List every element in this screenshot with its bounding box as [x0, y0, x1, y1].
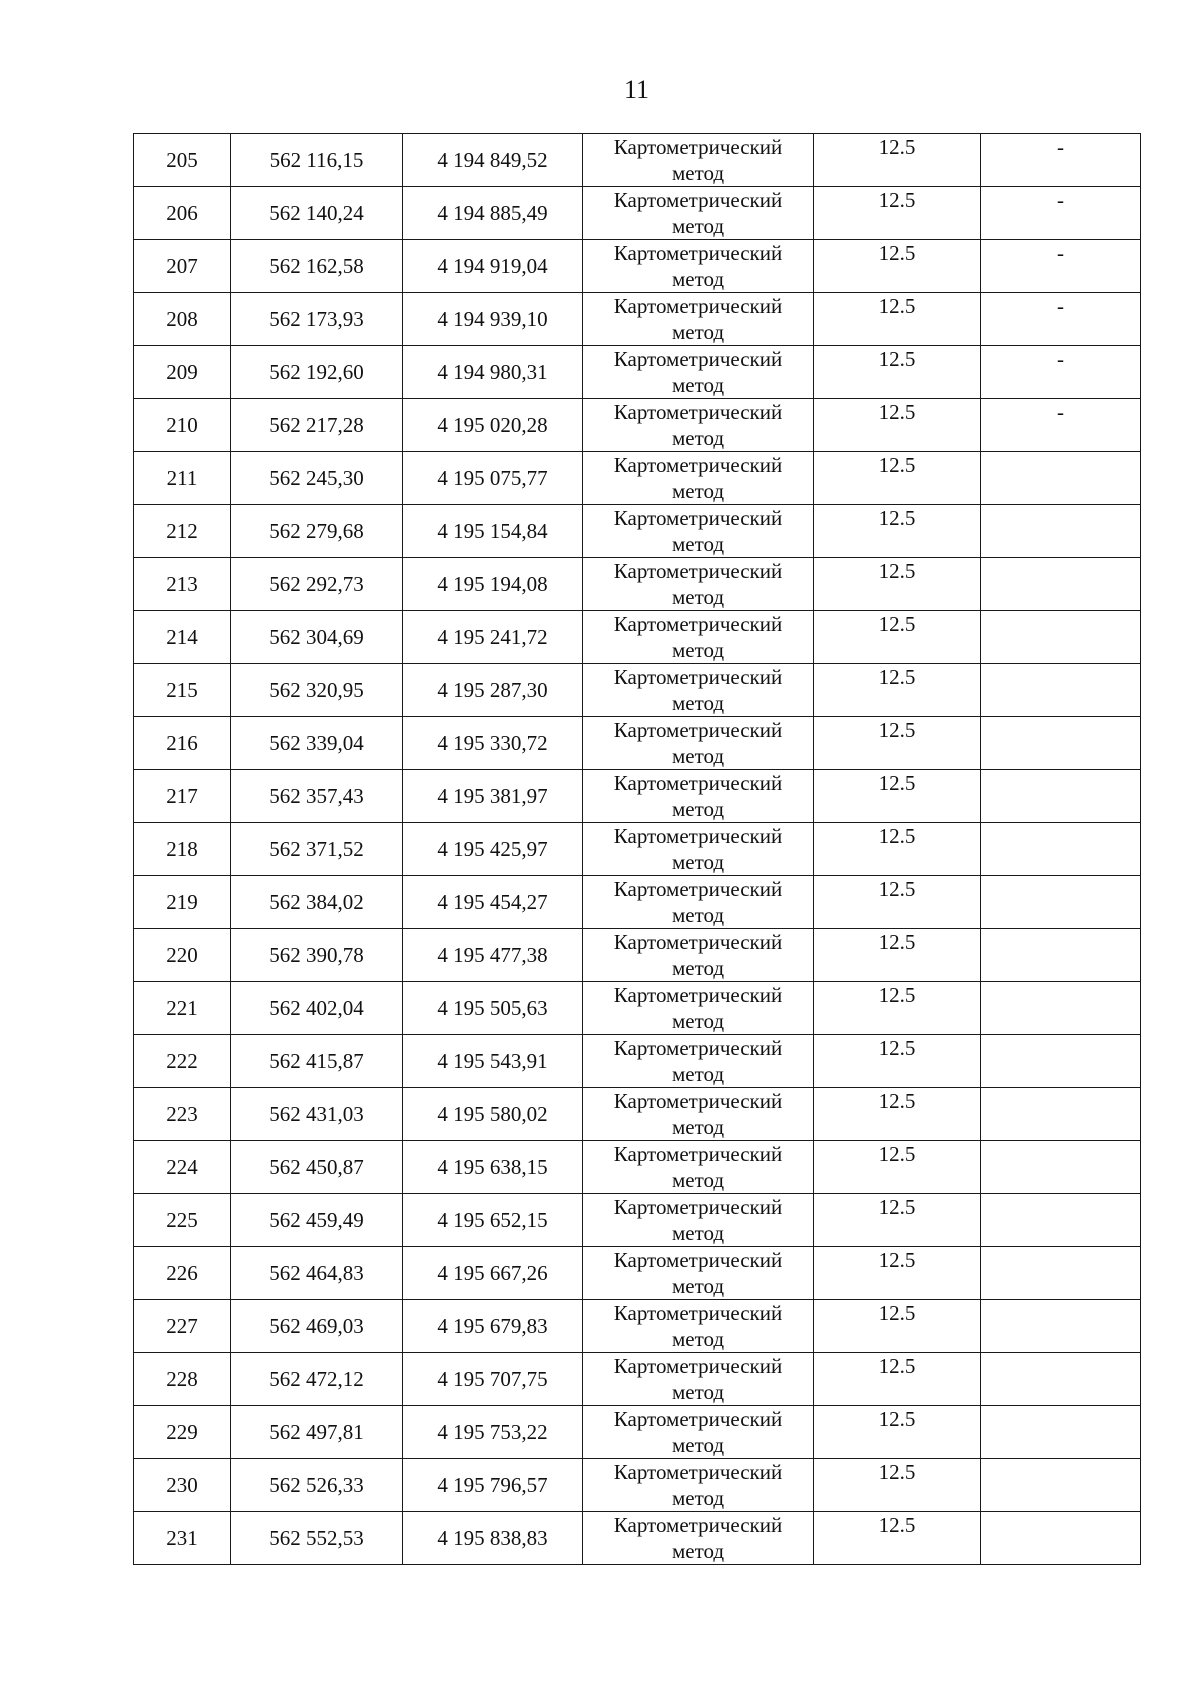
table-row	[134, 982, 1141, 1035]
y-coordinate-cell: 4 194 849,52	[403, 134, 583, 187]
point-number-cell: 207	[134, 240, 231, 293]
note-cell	[981, 611, 1141, 664]
method-cell: Картометрический метод	[583, 240, 814, 293]
point-number-cell: 231	[134, 1512, 231, 1565]
table-row	[134, 1300, 1141, 1353]
method-cell: Картометрический метод	[583, 1353, 814, 1406]
y-coordinate-cell: 4 195 425,97	[403, 823, 583, 876]
point-number-cell: 223	[134, 1088, 231, 1141]
x-coordinate-cell: 562 497,81	[231, 1406, 403, 1459]
accuracy-cell: 12.5	[814, 823, 981, 876]
method-cell: Картометрический метод	[583, 346, 814, 399]
point-number-cell: 230	[134, 1459, 231, 1512]
y-coordinate-cell: 4 195 638,15	[403, 1141, 583, 1194]
accuracy-cell: 12.5	[814, 1035, 981, 1088]
x-coordinate-cell: 562 292,73	[231, 558, 403, 611]
y-coordinate-cell: 4 195 154,84	[403, 505, 583, 558]
point-number-cell: 220	[134, 929, 231, 982]
accuracy-cell: 12.5	[814, 1406, 981, 1459]
method-cell: Картометрический метод	[583, 611, 814, 664]
accuracy-cell: 12.5	[814, 187, 981, 240]
point-number-cell: 224	[134, 1141, 231, 1194]
accuracy-cell: 12.5	[814, 1141, 981, 1194]
method-cell: Картометрический метод	[583, 823, 814, 876]
y-coordinate-cell: 4 195 652,15	[403, 1194, 583, 1247]
point-number-cell: 226	[134, 1247, 231, 1300]
x-coordinate-cell: 562 279,68	[231, 505, 403, 558]
x-coordinate-cell: 562 217,28	[231, 399, 403, 452]
table-row	[134, 664, 1141, 717]
accuracy-cell: 12.5	[814, 240, 981, 293]
note-cell	[981, 1247, 1141, 1300]
table-row	[134, 717, 1141, 770]
note-cell	[981, 876, 1141, 929]
y-coordinate-cell: 4 195 381,97	[403, 770, 583, 823]
table-row	[134, 611, 1141, 664]
accuracy-cell: 12.5	[814, 1353, 981, 1406]
table-row	[134, 346, 1141, 399]
y-coordinate-cell: 4 195 753,22	[403, 1406, 583, 1459]
accuracy-cell: 12.5	[814, 346, 981, 399]
method-cell: Картометрический метод	[583, 1406, 814, 1459]
note-cell	[981, 1194, 1141, 1247]
x-coordinate-cell: 562 526,33	[231, 1459, 403, 1512]
note-cell: -	[981, 187, 1141, 240]
y-coordinate-cell: 4 195 477,38	[403, 929, 583, 982]
method-cell: Картометрический метод	[583, 1141, 814, 1194]
note-cell	[981, 505, 1141, 558]
method-cell: Картометрический метод	[583, 770, 814, 823]
table-row	[134, 293, 1141, 346]
x-coordinate-cell: 562 116,15	[231, 134, 403, 187]
accuracy-cell: 12.5	[814, 717, 981, 770]
accuracy-cell: 12.5	[814, 293, 981, 346]
x-coordinate-cell: 562 459,49	[231, 1194, 403, 1247]
note-cell	[981, 1088, 1141, 1141]
table-row	[134, 452, 1141, 505]
method-cell: Картометрический метод	[583, 717, 814, 770]
x-coordinate-cell: 562 162,58	[231, 240, 403, 293]
point-number-cell: 217	[134, 770, 231, 823]
x-coordinate-cell: 562 173,93	[231, 293, 403, 346]
point-number-cell: 214	[134, 611, 231, 664]
method-cell: Картометрический метод	[583, 1035, 814, 1088]
accuracy-cell: 12.5	[814, 982, 981, 1035]
coordinate-table-body	[134, 134, 1141, 1565]
note-cell: -	[981, 399, 1141, 452]
accuracy-cell: 12.5	[814, 1247, 981, 1300]
x-coordinate-cell: 562 552,53	[231, 1512, 403, 1565]
point-number-cell: 225	[134, 1194, 231, 1247]
method-cell: Картометрический метод	[583, 876, 814, 929]
accuracy-cell: 12.5	[814, 505, 981, 558]
table-row	[134, 929, 1141, 982]
accuracy-cell: 12.5	[814, 1512, 981, 1565]
page-number: 11	[623, 75, 650, 104]
table-row	[134, 1512, 1141, 1565]
table-row	[134, 1247, 1141, 1300]
method-cell: Картометрический метод	[583, 293, 814, 346]
point-number-cell: 228	[134, 1353, 231, 1406]
point-number-cell: 221	[134, 982, 231, 1035]
x-coordinate-cell: 562 402,04	[231, 982, 403, 1035]
x-coordinate-cell: 562 357,43	[231, 770, 403, 823]
y-coordinate-cell: 4 195 679,83	[403, 1300, 583, 1353]
method-cell: Картометрический метод	[583, 929, 814, 982]
note-cell: -	[981, 346, 1141, 399]
table-row	[134, 1035, 1141, 1088]
point-number-cell: 215	[134, 664, 231, 717]
note-cell	[981, 558, 1141, 611]
method-cell: Картометрический метод	[583, 1194, 814, 1247]
method-cell: Картометрический метод	[583, 134, 814, 187]
method-cell: Картометрический метод	[583, 1300, 814, 1353]
y-coordinate-cell: 4 194 885,49	[403, 187, 583, 240]
accuracy-cell: 12.5	[814, 1300, 981, 1353]
table-row	[134, 399, 1141, 452]
note-cell	[981, 823, 1141, 876]
table-row	[134, 876, 1141, 929]
y-coordinate-cell: 4 195 580,02	[403, 1088, 583, 1141]
note-cell	[981, 717, 1141, 770]
accuracy-cell: 12.5	[814, 452, 981, 505]
note-cell	[981, 982, 1141, 1035]
y-coordinate-cell: 4 194 980,31	[403, 346, 583, 399]
table-row	[134, 1406, 1141, 1459]
accuracy-cell: 12.5	[814, 1194, 981, 1247]
point-number-cell: 227	[134, 1300, 231, 1353]
y-coordinate-cell: 4 195 838,83	[403, 1512, 583, 1565]
accuracy-cell: 12.5	[814, 664, 981, 717]
accuracy-cell: 12.5	[814, 134, 981, 187]
x-coordinate-cell: 562 415,87	[231, 1035, 403, 1088]
point-number-cell: 218	[134, 823, 231, 876]
x-coordinate-cell: 562 371,52	[231, 823, 403, 876]
x-coordinate-cell: 562 384,02	[231, 876, 403, 929]
point-number-cell: 210	[134, 399, 231, 452]
method-cell: Картометрический метод	[583, 505, 814, 558]
point-number-cell: 216	[134, 717, 231, 770]
note-cell	[981, 929, 1141, 982]
y-coordinate-cell: 4 194 939,10	[403, 293, 583, 346]
method-cell: Картометрический метод	[583, 1512, 814, 1565]
note-cell	[981, 452, 1141, 505]
method-cell: Картометрический метод	[583, 452, 814, 505]
note-cell	[981, 1300, 1141, 1353]
point-number-cell: 212	[134, 505, 231, 558]
x-coordinate-cell: 562 320,95	[231, 664, 403, 717]
note-cell	[981, 664, 1141, 717]
table-row	[134, 1459, 1141, 1512]
point-number-cell: 208	[134, 293, 231, 346]
point-number-cell: 211	[134, 452, 231, 505]
x-coordinate-cell: 562 339,04	[231, 717, 403, 770]
x-coordinate-cell: 562 431,03	[231, 1088, 403, 1141]
table-row	[134, 1353, 1141, 1406]
note-cell: -	[981, 240, 1141, 293]
coordinate-table	[133, 133, 1141, 1565]
x-coordinate-cell: 562 140,24	[231, 187, 403, 240]
note-cell	[981, 1512, 1141, 1565]
y-coordinate-cell: 4 195 796,57	[403, 1459, 583, 1512]
y-coordinate-cell: 4 194 919,04	[403, 240, 583, 293]
accuracy-cell: 12.5	[814, 1459, 981, 1512]
note-cell	[981, 1406, 1141, 1459]
table-row	[134, 1141, 1141, 1194]
table-row	[134, 1088, 1141, 1141]
y-coordinate-cell: 4 195 330,72	[403, 717, 583, 770]
x-coordinate-cell: 562 464,83	[231, 1247, 403, 1300]
note-cell	[981, 1459, 1141, 1512]
method-cell: Картометрический метод	[583, 187, 814, 240]
note-cell	[981, 1353, 1141, 1406]
x-coordinate-cell: 562 472,12	[231, 1353, 403, 1406]
y-coordinate-cell: 4 195 505,63	[403, 982, 583, 1035]
note-cell: -	[981, 134, 1141, 187]
point-number-cell: 229	[134, 1406, 231, 1459]
x-coordinate-cell: 562 390,78	[231, 929, 403, 982]
table-row	[134, 240, 1141, 293]
accuracy-cell: 12.5	[814, 611, 981, 664]
table-row	[134, 134, 1141, 187]
table-row	[134, 770, 1141, 823]
x-coordinate-cell: 562 245,30	[231, 452, 403, 505]
table-row	[134, 558, 1141, 611]
method-cell: Картометрический метод	[583, 1247, 814, 1300]
table-row	[134, 187, 1141, 240]
method-cell: Картометрический метод	[583, 399, 814, 452]
table-row	[134, 505, 1141, 558]
note-cell	[981, 1141, 1141, 1194]
point-number-cell: 219	[134, 876, 231, 929]
y-coordinate-cell: 4 195 707,75	[403, 1353, 583, 1406]
accuracy-cell: 12.5	[814, 929, 981, 982]
accuracy-cell: 12.5	[814, 558, 981, 611]
point-number-cell: 222	[134, 1035, 231, 1088]
accuracy-cell: 12.5	[814, 399, 981, 452]
y-coordinate-cell: 4 195 020,28	[403, 399, 583, 452]
y-coordinate-cell: 4 195 075,77	[403, 452, 583, 505]
point-number-cell: 213	[134, 558, 231, 611]
x-coordinate-cell: 562 192,60	[231, 346, 403, 399]
y-coordinate-cell: 4 195 543,91	[403, 1035, 583, 1088]
accuracy-cell: 12.5	[814, 1088, 981, 1141]
x-coordinate-cell: 562 450,87	[231, 1141, 403, 1194]
x-coordinate-cell: 562 304,69	[231, 611, 403, 664]
y-coordinate-cell: 4 195 454,27	[403, 876, 583, 929]
table-row	[134, 1194, 1141, 1247]
point-number-cell: 206	[134, 187, 231, 240]
y-coordinate-cell: 4 195 194,08	[403, 558, 583, 611]
accuracy-cell: 12.5	[814, 770, 981, 823]
method-cell: Картометрический метод	[583, 558, 814, 611]
note-cell: -	[981, 293, 1141, 346]
x-coordinate-cell: 562 469,03	[231, 1300, 403, 1353]
point-number-cell: 205	[134, 134, 231, 187]
method-cell: Картометрический метод	[583, 1088, 814, 1141]
table-row	[134, 823, 1141, 876]
method-cell: Картометрический метод	[583, 664, 814, 717]
note-cell	[981, 770, 1141, 823]
accuracy-cell: 12.5	[814, 876, 981, 929]
y-coordinate-cell: 4 195 667,26	[403, 1247, 583, 1300]
method-cell: Картометрический метод	[583, 1459, 814, 1512]
note-cell	[981, 1035, 1141, 1088]
y-coordinate-cell: 4 195 241,72	[403, 611, 583, 664]
point-number-cell: 209	[134, 346, 231, 399]
y-coordinate-cell: 4 195 287,30	[403, 664, 583, 717]
method-cell: Картометрический метод	[583, 982, 814, 1035]
